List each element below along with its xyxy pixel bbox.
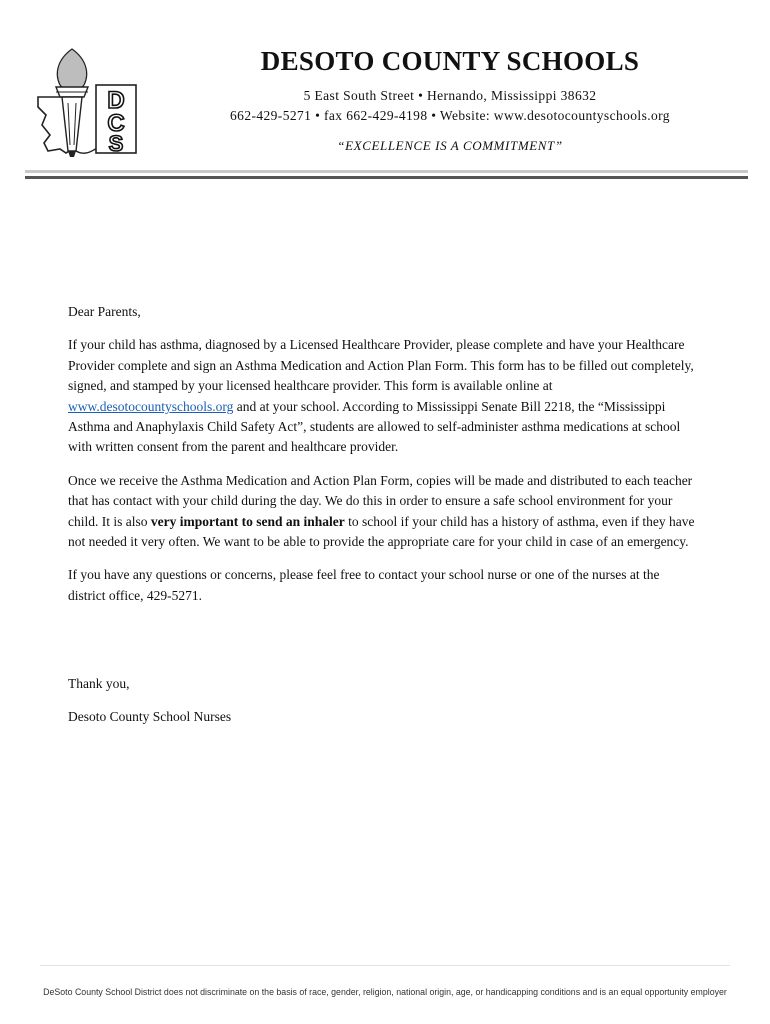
header-divider-light [25, 170, 748, 173]
district-contact: 662-429-5271 • fax 662-429-4198 • Website: www.desotocountyschools.org [230, 108, 670, 123]
logo-letter-d: D [107, 87, 125, 114]
district-title: DESOTO COUNTY SCHOOLS [260, 46, 640, 76]
district-logo [30, 45, 140, 160]
paragraph-2-text-b: to school if your child has a history of asthma, even if they have not needed it very often. We want to be able to provide the appropriate care for your child in case of an emergency. [68, 513, 695, 550]
footer-divider [40, 965, 730, 966]
paragraph-1-text-a: If your child has asthma, diagnosed by a Licensed Healthcare Provider, please complete and have your Healthcare Provider complete and sign an Asthma Medication and Action Plan Form. This form has to be filled out completely, signed, and stamped by your licensed healthcare provider. This form is available online at [68, 337, 694, 394]
district-motto: “EXCELLENCE IS A COMMITMENT” [337, 138, 563, 153]
paragraph-2-text-a: Once we receive the Asthma Medication and Action Plan Form, copies will be made and distributed to each teacher that has contact with your child during the day. We do this in order to ensure a safe school environment for your child. It is also [68, 472, 693, 529]
letter-body [68, 302, 698, 619]
closing: Thank you, [68, 676, 130, 691]
logo-letter-s: S [108, 131, 124, 156]
paragraph-1 [68, 335, 698, 457]
website-link[interactable]: www.desotocountyschools.org [68, 398, 234, 414]
signature: Desoto County School Nurses [68, 709, 232, 724]
inhaler-emphasis: very important to send an inhaler [150, 513, 345, 529]
paragraph-3: If you have any questions or concerns, please feel free to contact your school nurse or one of the nurses at the district office, 429-5271. [68, 567, 660, 603]
district-address: 5 East South Street • Hernando, Mississippi 38632 [303, 88, 597, 103]
logo-letter-c: C [107, 110, 125, 137]
nondiscrimination-footer: DeSoto County School District does not discriminate on the basis of race, gender, religion, national origin, age, or handicapping conditions and is an equal opportunity employer [43, 987, 727, 997]
salutation: Dear Parents, [68, 304, 141, 319]
paragraph-2 [68, 471, 698, 553]
paragraph-1-text-b: and at your school. According to Mississippi Senate Bill 2218, the “Mississippi Asthma and Anaphylaxis Child Safety Act”, students are allowed to self-administer asthma medications at school with written consent from the parent and healthcare provider. [68, 398, 681, 455]
header-divider-dark [25, 176, 748, 179]
